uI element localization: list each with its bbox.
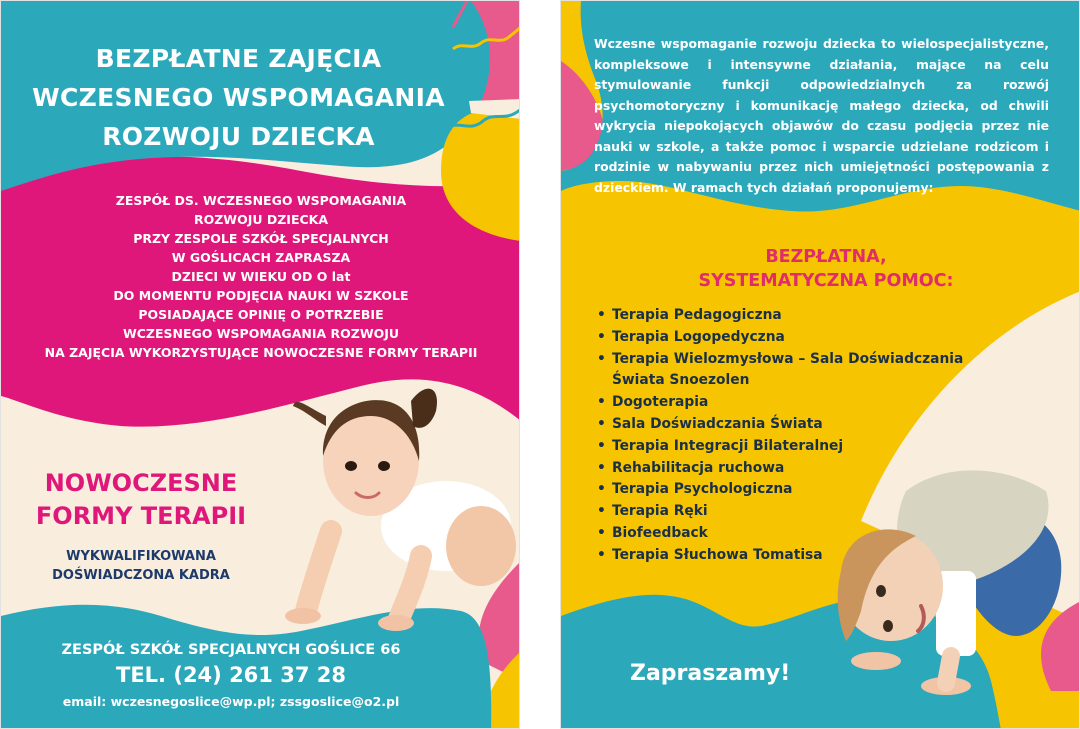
list-item: • Rehabilitacja ruchowa [597,458,967,480]
list-item: • Dogoterapia [597,392,967,414]
free-help-heading: BEZPŁATNA, SYSTEMATYCZNA POMOC: [698,247,954,291]
list-item: • Terapia Wielozmysłowa – Sala Doświadczania Świata Snoezolen [597,349,967,393]
list-item: • Sala Doświadczania Świata [597,414,967,436]
list-item: • Terapia Słuchowa Tomatisa [597,545,967,567]
list-item: • Terapia Logopedyczna [597,327,967,349]
phone-number: TEL. (24) 261 37 28 [116,663,346,687]
therapy-list [597,305,967,567]
intro-paragraph: Wczesne wspomaganie rozwoju dziecka to wielospecjalistyczne, kompleksowe i intensywne działania, mające na celu stymulowanie funkcji odpowiedzialnych za rozwój psychomotoryczny i komunikację małego dziecka, od chwili wykrycia niepokojących objawów do czasu podjęcia przez nie nauki w szkole, a także pomoc i wsparcie udzielane rodzicom i rodzinie w nabywaniu przez nich umiejętności postępowania z dzieckiem. W ramach tych działań proponujemy: [594,36,1049,195]
list-item: • Biofeedback [597,523,967,545]
invite-text: Zapraszamy! [630,661,791,686]
intro-text: ZESPÓŁ DS. WCZESNEGO WSPOMAGANIA ROZWOJU DZIECKA PRZY ZESPOLE SZKÓŁ SPECJALNYCH W GOŚLICACH ZAPRASZA DZIECI W WIEKU OD O lat DO MOMENTU PODJĘCIA NAUKI W SZKOLE POSIADAJĄCE OPINIĘ O POTRZEBIE WCZESNEGO WSPOMAGANIA ROZWOJU NA ZAJĘCIA WYKORZYSTUJĄCE NOWOCZESNE FORMY TERAPII [44,193,478,360]
right-flyer [560,0,1080,729]
crawling-toddler-girl-photo [281,361,520,641]
left-flyer [0,0,520,729]
list-item: • Terapia Integracji Bilateralnej [597,436,967,458]
flyer-title: BEZPŁATNE ZAJĘCIA WCZESNEGO WSPOMAGANIA ROZWOJU DZIECKA [32,44,445,151]
qualified-staff-text: WYKWALIFIKOWANA DOŚWIADCZONA KADRA [52,549,230,583]
list-item: • Terapia Pedagogiczna [597,305,967,327]
school-address: ZESPÓŁ SZKÓŁ SPECJALNYCH GOŚLICE 66 [61,642,401,658]
email-contact: email: wczesnegoslice@wp.pl; zssgoslice@o2.pl [62,694,400,709]
list-item: • Terapia Psychologiczna [597,479,967,501]
modern-therapies-heading: NOWOCZESNE FORMY TERAPII [35,469,247,530]
list-item: • Terapia Ręki [597,501,967,523]
